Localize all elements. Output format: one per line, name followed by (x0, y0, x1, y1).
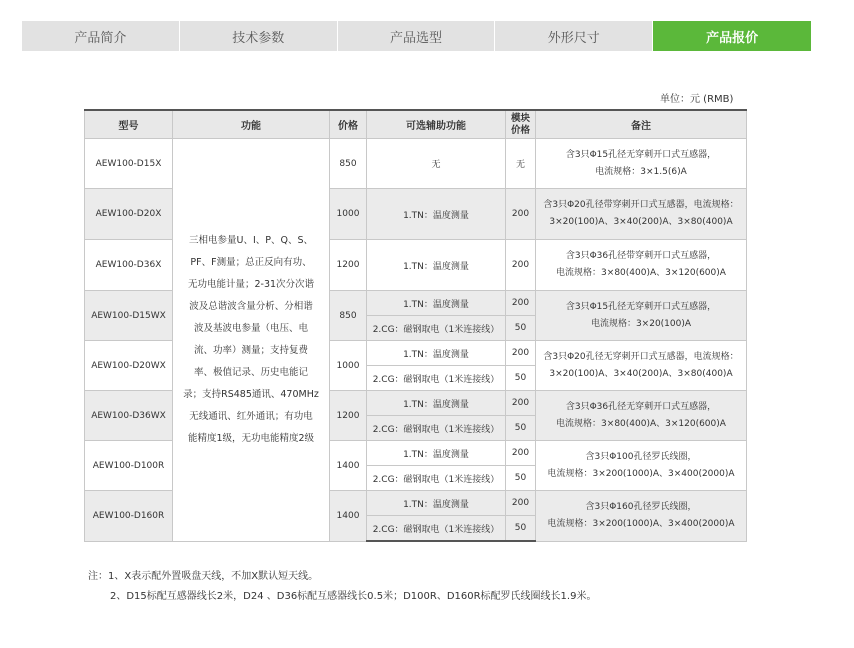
note-cell (536, 491, 747, 542)
note-line: 电流规格：3×200(1000)A、3×400(2000)A (547, 468, 735, 479)
model-cell: AEW100-D36X (85, 240, 173, 291)
note-line: 含3只Φ160孔径罗氏线圈， (585, 501, 697, 512)
model-cell: AEW100-D100R (85, 441, 173, 491)
note-cell (536, 291, 747, 341)
option-price-cell: 200 (506, 240, 536, 291)
function-line: 波及基波电参量（电压、电 (193, 322, 308, 334)
note-line: 3×20(100)A、3×40(200)A、3×80(400)A (549, 368, 733, 379)
note-line: 含3只Φ20孔径无穿刺开口式互感器，电流规格： (543, 351, 739, 362)
price-cell: 850 (330, 139, 367, 189)
note-line: 含3只Φ15孔径无穿刺开口式互感器， (565, 301, 717, 312)
price-table (84, 109, 747, 542)
function-line: 能精度1级，无功电能精度2级 (187, 432, 315, 444)
header-module-price-line1: 模块 (510, 112, 530, 124)
function-line: 录；支持RS485通讯、470MHz (183, 388, 319, 400)
price-cell: 1000 (330, 341, 367, 391)
price-cell: 1400 (330, 491, 367, 542)
option-price-cell: 50 (506, 366, 536, 391)
option-cell: 2.CG：磁钢取电（1米连接线） (367, 366, 506, 391)
option-price-cell: 无 (506, 139, 536, 189)
option-cell: 2.CG：磁钢取电（1米连接线） (367, 516, 506, 542)
model-cell: AEW100-D160R (85, 491, 173, 542)
model-cell: AEW100-D15X (85, 139, 173, 189)
note-line: 含3只Φ100孔径罗氏线圈， (585, 451, 697, 462)
table-header-row (85, 110, 747, 139)
tab-product-selection[interactable]: 产品选型 (338, 21, 495, 51)
model-cell: AEW100-D36WX (85, 391, 173, 441)
note-line: 电流规格：3×20(100)A (590, 318, 692, 329)
note-line: 电流规格：3×1.5(6)A (595, 166, 687, 177)
header-note: 备注 (536, 110, 747, 139)
option-price-cell: 200 (506, 491, 536, 516)
tab-tech-params[interactable]: 技术参数 (180, 21, 337, 51)
option-cell: 1.TN：温度测量 (367, 240, 506, 291)
note-cell (536, 139, 747, 189)
tab-product-intro[interactable]: 产品简介 (22, 21, 179, 51)
header-module-price-line2: 价格 (510, 124, 530, 136)
option-price-cell: 200 (506, 441, 536, 466)
option-price-cell: 50 (506, 466, 536, 491)
note-line: 含3只Φ20孔径带穿刺开口式互感器，电流规格： (543, 200, 739, 210)
function-line: 三相电参量U、I、P、Q、S、 (189, 234, 313, 246)
table-row (85, 139, 747, 189)
note-cell (536, 240, 747, 291)
function-line: 率、极值记录、历史电能记 (193, 366, 308, 378)
tab-dimensions[interactable]: 外形尺寸 (495, 21, 652, 51)
option-cell: 2.CG：磁钢取电（1米连接线） (367, 416, 506, 441)
price-cell: 1200 (330, 391, 367, 441)
model-cell: AEW100-D20WX (85, 341, 173, 391)
price-cell: 1200 (330, 240, 367, 291)
header-function: 功能 (173, 110, 330, 139)
option-cell: 1.TN：温度测量 (367, 341, 506, 366)
note-cell (536, 441, 747, 491)
option-price-cell: 200 (506, 291, 536, 316)
price-cell: 1400 (330, 441, 367, 491)
header-price: 价格 (330, 110, 367, 139)
note-line: 电流规格：3×80(400)A、3×120(600)A (556, 268, 726, 278)
price-cell: 1000 (330, 189, 367, 240)
function-cell (173, 139, 330, 542)
note-line: 3×20(100)A、3×40(200)A、3×80(400)A (549, 217, 733, 227)
option-price-cell: 200 (506, 189, 536, 240)
header-module-price (506, 110, 536, 139)
option-price-cell: 200 (506, 391, 536, 416)
header-optional-aux: 可选辅助功能 (367, 110, 506, 139)
note-cell (536, 189, 747, 240)
header-model: 型号 (85, 110, 173, 139)
function-line: 波及总谐波含量分析、分相谐 (189, 300, 313, 312)
option-price-cell: 50 (506, 316, 536, 341)
tab-bar (22, 21, 811, 51)
option-price-cell: 200 (506, 341, 536, 366)
function-line: 无功电能计量；2-31次分次谐 (187, 278, 315, 290)
footnote-2: 2、D15标配互感器线长2米，D24 、D36标配互感器线长0.5米；D100R、D160R标配罗氏线圈线长1.9米。 (110, 591, 597, 602)
note-cell (536, 391, 747, 441)
currency-unit-label: 单位：元 (RMB) (660, 94, 734, 105)
option-cell: 1.TN：温度测量 (367, 291, 506, 316)
option-price-cell: 50 (506, 416, 536, 441)
function-line: 无线通讯、红外通讯；有功电 (189, 410, 313, 422)
function-line: PF、F测量；总正反向有功、 (190, 256, 312, 268)
model-cell: AEW100-D20X (85, 189, 173, 240)
price-cell: 850 (330, 291, 367, 341)
option-price-cell: 50 (506, 516, 536, 542)
option-cell: 2.CG：磁钢取电（1米连接线） (367, 316, 506, 341)
note-line: 含3只Φ36孔径带穿刺开口式互感器， (565, 251, 717, 261)
option-cell: 1.TN：温度测量 (367, 391, 506, 416)
option-cell: 1.TN：温度测量 (367, 189, 506, 240)
option-cell: 2.CG：磁钢取电（1米连接线） (367, 466, 506, 491)
tab-price-quote[interactable]: 产品报价 (653, 21, 811, 51)
note-line: 电流规格：3×80(400)A、3×120(600)A (556, 418, 726, 429)
note-line: 电流规格：3×200(1000)A、3×400(2000)A (547, 518, 735, 529)
option-cell: 1.TN：温度测量 (367, 491, 506, 516)
note-line: 含3只Φ36孔径无穿刺开口式互感器， (565, 401, 717, 412)
note-line: 含3只Φ15孔径无穿刺开口式互感器， (565, 149, 717, 160)
option-cell: 1.TN：温度测量 (367, 441, 506, 466)
model-cell: AEW100-D15WX (85, 291, 173, 341)
option-cell: 无 (367, 139, 506, 189)
function-line: 流、功率）测量；支持复费 (193, 344, 308, 356)
note-cell (536, 341, 747, 391)
footnote-1: 注：1、X表示配外置吸盘天线，不加X默认短天线。 (88, 571, 319, 582)
